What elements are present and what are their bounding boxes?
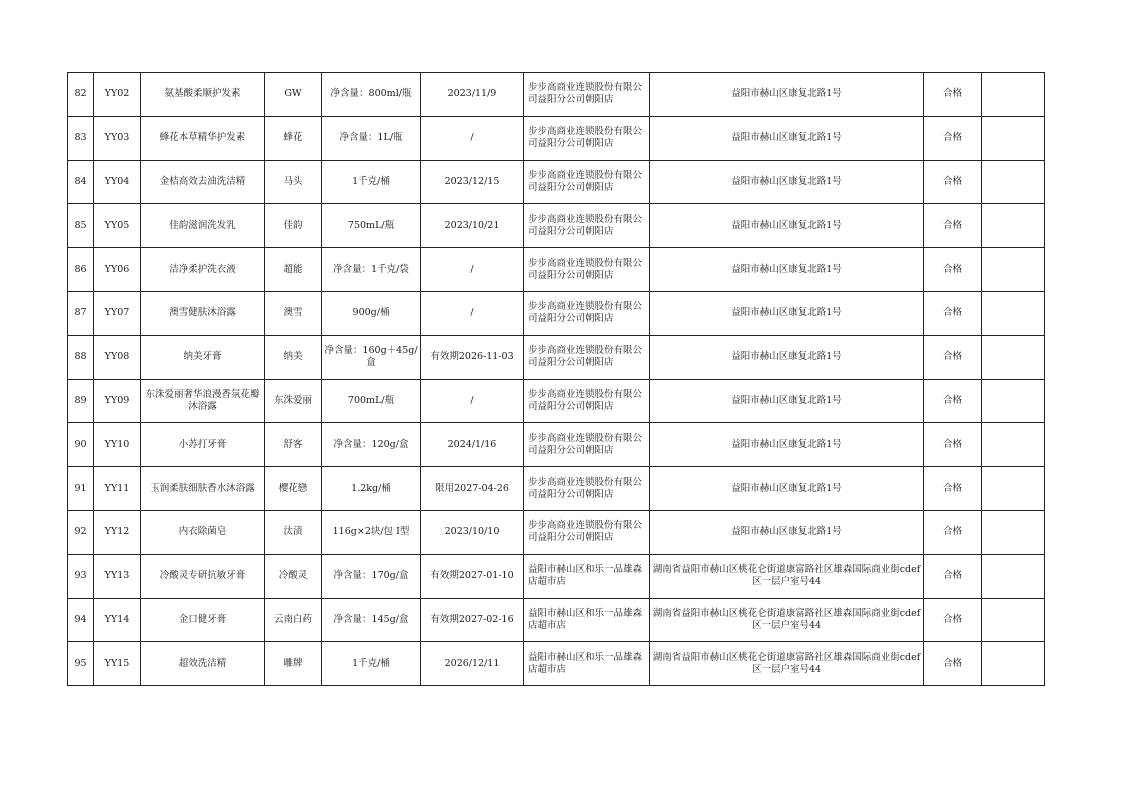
product-name-cell: 澳雪健肤沐浴露: [141, 291, 265, 335]
row-number-cell: 93: [68, 554, 94, 598]
remark-cell: [982, 554, 1045, 598]
remark-cell: [982, 116, 1045, 160]
production-date-cell: 2023/12/15: [421, 160, 524, 204]
product-name-cell: 玉润柔肤细肤香水沐浴露: [141, 467, 265, 511]
sample-code-cell: YY05: [94, 204, 141, 248]
brand-cell: 雕牌: [265, 642, 322, 686]
table-row: [68, 554, 1045, 598]
sample-code-cell: YY07: [94, 291, 141, 335]
production-date-cell: 有效期2026-11-03: [421, 335, 524, 379]
row-number-cell: 91: [68, 467, 94, 511]
sampled-unit-cell: 步步高商业连锁股份有限公司益阳分公司朝阳店: [524, 510, 650, 554]
row-number-cell: 85: [68, 204, 94, 248]
sampled-unit-cell: 益阳市赫山区和乐一品雄森店超市店: [524, 598, 650, 642]
product-name-cell: 内衣除菌皂: [141, 510, 265, 554]
result-cell: 合格: [924, 423, 982, 467]
product-name-cell: 冷酸灵专研抗敏牙膏: [141, 554, 265, 598]
brand-cell: 佳韵: [265, 204, 322, 248]
sample-code-cell: YY15: [94, 642, 141, 686]
sampled-unit-cell: 步步高商业连锁股份有限公司益阳分公司朝阳店: [524, 248, 650, 292]
product-name-cell: 东洙爱丽奢华浪漫香氛花瓣沐浴露: [141, 379, 265, 423]
unit-address-cell: 益阳市赫山区康复北路1号: [650, 335, 924, 379]
sample-code-cell: YY11: [94, 467, 141, 511]
product-name-cell: 洁净柔护洗衣液: [141, 248, 265, 292]
row-number-cell: 83: [68, 116, 94, 160]
sample-code-cell: YY02: [94, 73, 141, 117]
sample-code-cell: YY09: [94, 379, 141, 423]
brand-cell: 纳美: [265, 335, 322, 379]
table-body: [68, 73, 1045, 686]
production-date-cell: 2024/1/16: [421, 423, 524, 467]
table-row: [68, 379, 1045, 423]
brand-cell: 东洙爱丽: [265, 379, 322, 423]
production-date-cell: 2023/10/21: [421, 204, 524, 248]
result-cell: 合格: [924, 554, 982, 598]
row-number-cell: 95: [68, 642, 94, 686]
brand-cell: 冷酸灵: [265, 554, 322, 598]
result-cell: 合格: [924, 291, 982, 335]
remark-cell: [982, 248, 1045, 292]
sampled-unit-cell: 步步高商业连锁股份有限公司益阳分公司朝阳店: [524, 204, 650, 248]
table-row: [68, 642, 1045, 686]
production-date-cell: /: [421, 291, 524, 335]
sample-code-cell: YY08: [94, 335, 141, 379]
result-cell: 合格: [924, 248, 982, 292]
unit-address-cell: 益阳市赫山区康复北路1号: [650, 379, 924, 423]
sample-code-cell: YY04: [94, 160, 141, 204]
row-number-cell: 84: [68, 160, 94, 204]
table-row: [68, 160, 1045, 204]
product-name-cell: 金口健牙膏: [141, 598, 265, 642]
remark-cell: [982, 598, 1045, 642]
unit-address-cell: 湖南省益阳市赫山区桃花仑街道康富路社区雄森国际商业街cdef区一层户室号44: [650, 554, 924, 598]
sample-code-cell: YY12: [94, 510, 141, 554]
row-number-cell: 86: [68, 248, 94, 292]
brand-cell: 云南白药: [265, 598, 322, 642]
sampled-unit-cell: 步步高商业连锁股份有限公司益阳分公司朝阳店: [524, 423, 650, 467]
product-name-cell: 纳美牙膏: [141, 335, 265, 379]
remark-cell: [982, 160, 1045, 204]
unit-address-cell: 益阳市赫山区康复北路1号: [650, 291, 924, 335]
row-number-cell: 94: [68, 598, 94, 642]
production-date-cell: /: [421, 248, 524, 292]
row-number-cell: 82: [68, 73, 94, 117]
production-date-cell: /: [421, 379, 524, 423]
sampled-unit-cell: 益阳市赫山区和乐一品雄森店超市店: [524, 642, 650, 686]
result-cell: 合格: [924, 467, 982, 511]
remark-cell: [982, 204, 1045, 248]
unit-address-cell: 益阳市赫山区康复北路1号: [650, 204, 924, 248]
specification-cell: 116g×2块/包 I型: [322, 510, 421, 554]
table-row: [68, 510, 1045, 554]
result-cell: 合格: [924, 116, 982, 160]
brand-cell: GW: [265, 73, 322, 117]
product-name-cell: 金桔高效去油洗洁精: [141, 160, 265, 204]
remark-cell: [982, 467, 1045, 511]
table-row: [68, 335, 1045, 379]
specification-cell: 净含量：120g/盒: [322, 423, 421, 467]
table-row: [68, 467, 1045, 511]
production-date-cell: 有效期2027-01-10: [421, 554, 524, 598]
remark-cell: [982, 510, 1045, 554]
sampled-unit-cell: 步步高商业连锁股份有限公司益阳分公司朝阳店: [524, 73, 650, 117]
brand-cell: 舒客: [265, 423, 322, 467]
row-number-cell: 90: [68, 423, 94, 467]
production-date-cell: 2023/10/10: [421, 510, 524, 554]
sampled-unit-cell: 步步高商业连锁股份有限公司益阳分公司朝阳店: [524, 335, 650, 379]
unit-address-cell: 益阳市赫山区康复北路1号: [650, 73, 924, 117]
production-date-cell: 2026/12/11: [421, 642, 524, 686]
result-cell: 合格: [924, 204, 982, 248]
sample-code-cell: YY14: [94, 598, 141, 642]
result-cell: 合格: [924, 335, 982, 379]
unit-address-cell: 益阳市赫山区康复北路1号: [650, 116, 924, 160]
specification-cell: 净含量：160g＋45g/盒: [322, 335, 421, 379]
product-name-cell: 氨基酸柔顺护发素: [141, 73, 265, 117]
inspection-results-table: [67, 72, 1045, 686]
table-row: [68, 204, 1045, 248]
result-cell: 合格: [924, 379, 982, 423]
remark-cell: [982, 642, 1045, 686]
production-date-cell: /: [421, 116, 524, 160]
product-name-cell: 超效洗洁精: [141, 642, 265, 686]
brand-cell: 马头: [265, 160, 322, 204]
specification-cell: 1千克/桶: [322, 160, 421, 204]
specification-cell: 净含量：800ml/瓶: [322, 73, 421, 117]
unit-address-cell: 益阳市赫山区康复北路1号: [650, 467, 924, 511]
production-date-cell: 限用2027-04-26: [421, 467, 524, 511]
sampled-unit-cell: 步步高商业连锁股份有限公司益阳分公司朝阳店: [524, 291, 650, 335]
table-row: [68, 116, 1045, 160]
result-cell: 合格: [924, 73, 982, 117]
specification-cell: 900g/桶: [322, 291, 421, 335]
production-date-cell: 2023/11/9: [421, 73, 524, 117]
specification-cell: 净含量：1L/瓶: [322, 116, 421, 160]
specification-cell: 1.2kg/桶: [322, 467, 421, 511]
table-row: [68, 291, 1045, 335]
sample-code-cell: YY10: [94, 423, 141, 467]
unit-address-cell: 湖南省益阳市赫山区桃花仑街道康富路社区雄森国际商业街cdef区一层户室号44: [650, 598, 924, 642]
unit-address-cell: 湖南省益阳市赫山区桃花仑街道康富路社区雄森国际商业街cdef区一层户室号44: [650, 642, 924, 686]
specification-cell: 净含量：170g/盒: [322, 554, 421, 598]
row-number-cell: 87: [68, 291, 94, 335]
specification-cell: 750mL/瓶: [322, 204, 421, 248]
table-row: [68, 598, 1045, 642]
remark-cell: [982, 423, 1045, 467]
result-cell: 合格: [924, 160, 982, 204]
brand-cell: 蜂花: [265, 116, 322, 160]
sample-code-cell: YY06: [94, 248, 141, 292]
sampled-unit-cell: 步步高商业连锁股份有限公司益阳分公司朝阳店: [524, 467, 650, 511]
sampled-unit-cell: 步步高商业连锁股份有限公司益阳分公司朝阳店: [524, 379, 650, 423]
product-name-cell: 佳韵滋润洗发乳: [141, 204, 265, 248]
product-name-cell: 蜂花本草精华护发素: [141, 116, 265, 160]
sampled-unit-cell: 步步高商业连锁股份有限公司益阳分公司朝阳店: [524, 116, 650, 160]
brand-cell: 超能: [265, 248, 322, 292]
remark-cell: [982, 335, 1045, 379]
brand-cell: 汰渍: [265, 510, 322, 554]
product-name-cell: 小苏打牙膏: [141, 423, 265, 467]
unit-address-cell: 益阳市赫山区康复北路1号: [650, 510, 924, 554]
brand-cell: 樱花戀: [265, 467, 322, 511]
brand-cell: 澳雪: [265, 291, 322, 335]
sample-code-cell: YY03: [94, 116, 141, 160]
remark-cell: [982, 379, 1045, 423]
unit-address-cell: 益阳市赫山区康复北路1号: [650, 423, 924, 467]
table-row: [68, 73, 1045, 117]
row-number-cell: 88: [68, 335, 94, 379]
production-date-cell: 有效期2027-02-16: [421, 598, 524, 642]
result-cell: 合格: [924, 642, 982, 686]
result-cell: 合格: [924, 598, 982, 642]
specification-cell: 净含量：1千克/袋: [322, 248, 421, 292]
specification-cell: 净含量：145g/盒: [322, 598, 421, 642]
row-number-cell: 89: [68, 379, 94, 423]
remark-cell: [982, 291, 1045, 335]
table-row: [68, 423, 1045, 467]
sampled-unit-cell: 益阳市赫山区和乐一品雄森店超市店: [524, 554, 650, 598]
specification-cell: 700mL/瓶: [322, 379, 421, 423]
result-cell: 合格: [924, 510, 982, 554]
row-number-cell: 92: [68, 510, 94, 554]
unit-address-cell: 益阳市赫山区康复北路1号: [650, 248, 924, 292]
table-row: [68, 248, 1045, 292]
sample-code-cell: YY13: [94, 554, 141, 598]
remark-cell: [982, 73, 1045, 117]
unit-address-cell: 益阳市赫山区康复北路1号: [650, 160, 924, 204]
sampled-unit-cell: 步步高商业连锁股份有限公司益阳分公司朝阳店: [524, 160, 650, 204]
specification-cell: 1千克/桶: [322, 642, 421, 686]
